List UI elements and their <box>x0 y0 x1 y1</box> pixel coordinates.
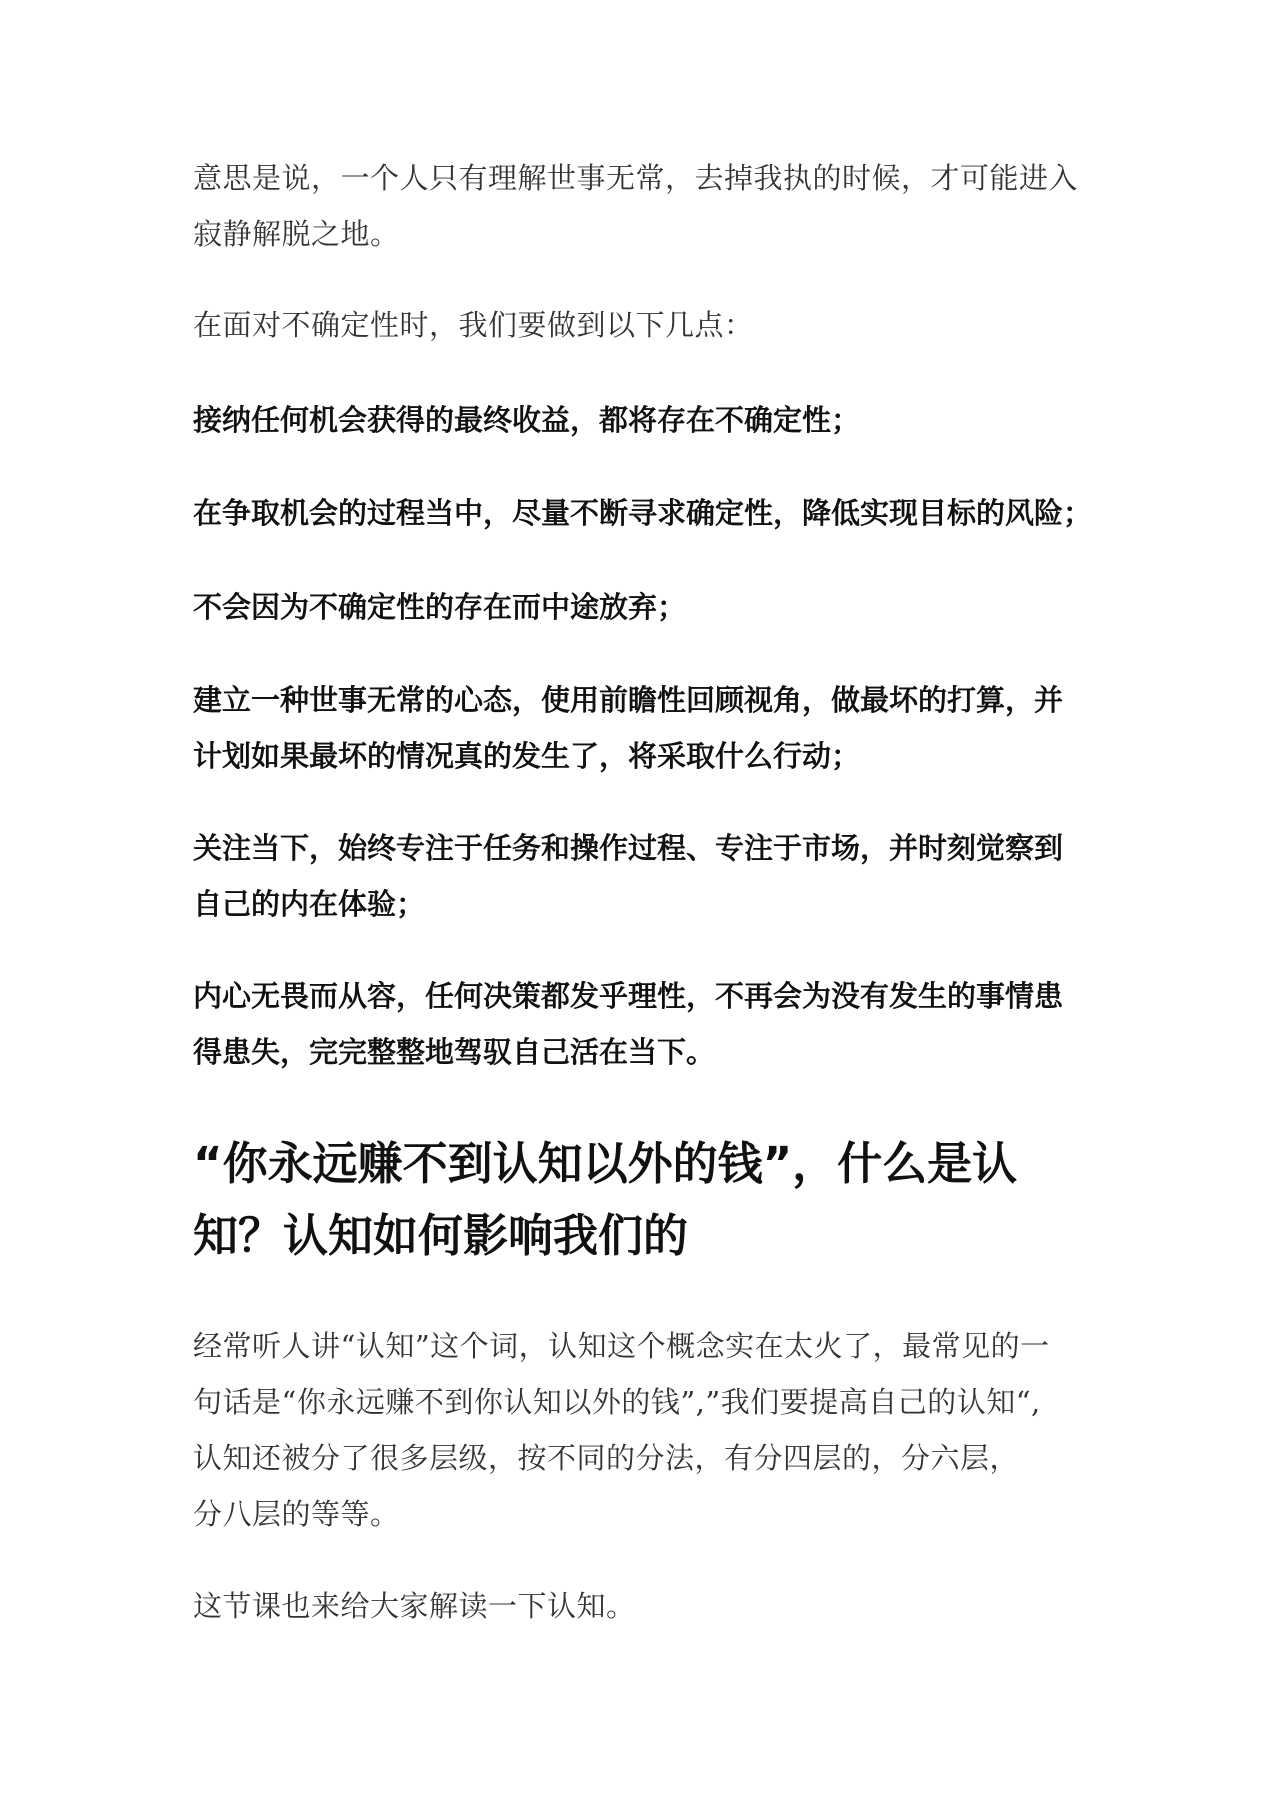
heading-line: 知？认知如何影响我们的 <box>193 1209 689 1262</box>
text-line: 在面对不确定性时，我们要做到以下几点： <box>193 308 754 342</box>
text-line: 建立一种世事无常的心态，使用前瞻性回顾视角，做最坏的打算，并 <box>193 683 1064 717</box>
text-line: 意思是说，一个人只有理解世事无常，去掉我执的时候，才可能进入 <box>193 161 1079 195</box>
text-line: 这节课也来给大家解读一下认知。 <box>193 1589 636 1623</box>
point-1 <box>193 392 1093 448</box>
text-line: 计划如果最坏的情况真的发生了，将采取什么行动； <box>193 739 861 773</box>
point-4 <box>193 672 1093 784</box>
point-5 <box>193 820 1093 932</box>
heading-line: “你永远赚不到认知以外的钱”，什么是认 <box>193 1137 1018 1190</box>
section-heading <box>193 1128 1093 1272</box>
paragraph-impermanence <box>193 150 1093 262</box>
text-line: 自己的内在体验； <box>193 887 426 921</box>
point-2 <box>193 485 1093 541</box>
point-3 <box>193 579 1093 635</box>
text-line: 寂静解脱之地。 <box>193 217 400 251</box>
text-line: 分八层的等等。 <box>193 1497 400 1531</box>
text-line: 关注当下，始终专注于任务和操作过程、专注于市场，并时刻觉察到 <box>193 831 1064 865</box>
text-line: 句话是“你永远赚不到你认知以外的钱”,”我们要提高自己的认知“, <box>193 1385 1041 1419</box>
text-line: 内心无畏而从容，任何决策都发乎理性，不再会为没有发生的事情患 <box>193 979 1064 1013</box>
text-line: 经常听人讲“认知”这个词，认知这个概念实在太火了，最常见的一 <box>193 1329 1050 1363</box>
text-line: 认知还被分了很多层级，按不同的分法，有分四层的，分六层， <box>193 1441 1020 1475</box>
point-6 <box>193 968 1093 1080</box>
text-line: 得患失，完完整整地驾驭自己活在当下。 <box>193 1035 716 1069</box>
paragraph-cognition-intro <box>193 1318 1093 1542</box>
text-line: 接纳任何机会获得的最终收益，都将存在不确定性； <box>193 403 861 437</box>
paragraph-closing <box>193 1578 1093 1634</box>
paragraph-uncertainty-intro <box>193 297 1093 353</box>
text-line: 在争取机会的过程当中，尽量不断寻求确定性，降低实现目标的风险； <box>193 496 1093 530</box>
text-line: 不会因为不确定性的存在而中途放弃； <box>193 590 687 624</box>
